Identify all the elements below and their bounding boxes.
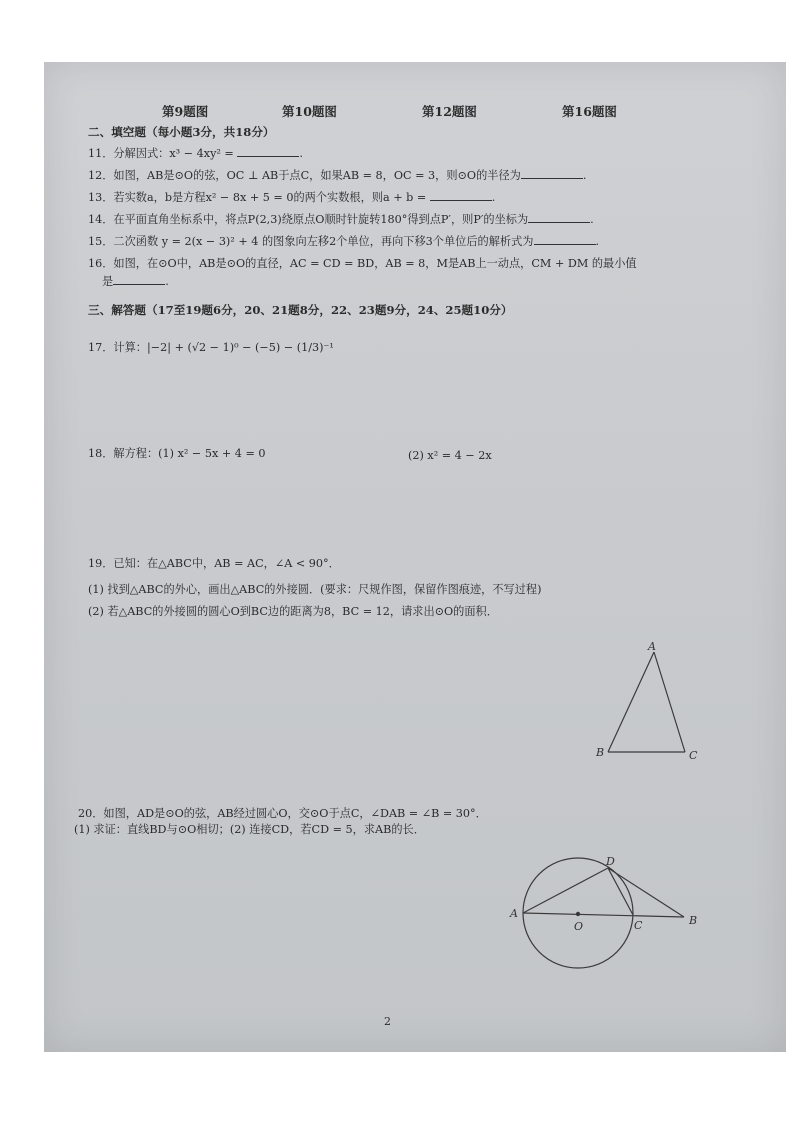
- answer-blank-15[interactable]: [534, 234, 596, 245]
- figure-label-row: [44, 102, 786, 122]
- point-label-o: O: [574, 920, 584, 933]
- point-label-c: C: [634, 919, 643, 932]
- answer-blank-14[interactable]: [528, 212, 590, 223]
- question-14-end: .: [590, 213, 594, 226]
- question-16-continued: [102, 274, 169, 290]
- point-label-d: D: [606, 855, 615, 868]
- question-19: 19．已知：在△ABC中，AB = AC，∠A < 90°．: [88, 557, 340, 570]
- circle-o-figure: [508, 848, 708, 978]
- question-12-text: 12．如图，AB是⊙O的弦，OC ⊥ AB于点C，如果AB = 8，OC = 3，则⊙O的半径为: [88, 169, 521, 182]
- answer-blank-16[interactable]: [113, 274, 165, 285]
- question-11-end: .: [299, 147, 303, 160]
- vertex-label-c: C: [689, 749, 698, 762]
- question-18-part1: 18．解方程：(1) x² − 5x + 4 = 0: [88, 447, 266, 460]
- section-solve-title: 三、解答题（17至19题6分，20、21题8分，22、23题9分，24、25题10分）: [88, 303, 513, 317]
- center-point-o: [576, 912, 579, 915]
- section-fill-in-title: 二、填空题（每小题3分，共18分）: [88, 125, 275, 139]
- answer-blank-13[interactable]: [430, 190, 492, 201]
- question-17: 17．计算：|−2| + (√2 − 1)⁰ − (−5) − (1/3)⁻¹: [88, 341, 334, 354]
- figure-label-10: 第10题图: [282, 104, 337, 119]
- question-16-end: .: [165, 275, 169, 288]
- figure-label-9: 第9题图: [162, 104, 209, 119]
- point-label-b: B: [689, 914, 698, 927]
- vertex-label-b: B: [596, 746, 605, 759]
- question-13: [88, 190, 495, 206]
- triangle-side-ac: [654, 652, 685, 752]
- question-11: [88, 146, 303, 162]
- figure-label-16: 第16题图: [562, 104, 617, 119]
- question-16-lead: 是: [102, 275, 114, 288]
- question-19-part2: (2) 若△ABC的外接圆的圆心O到BC边的距离为8，BC = 12，请求出⊙O的面积．: [88, 605, 498, 618]
- question-13-end: .: [491, 191, 496, 204]
- exam-page-photo: [44, 62, 786, 1052]
- question-15: [88, 234, 599, 250]
- segment-ab: [523, 913, 684, 917]
- question-11-text: 11．分解因式：x³ − 4xy² =: [88, 147, 238, 160]
- question-16: 16．如图，在⊙O中，AB是⊙O的直径，AC = CD = BD，AB = 8，M是AB上一动点，CM + DM 的最小值: [88, 257, 637, 270]
- question-19-part1: (1) 找到△ABC的外心，画出△ABC的外接圆．(要求：尺规作图，保留作图痕迹，不写过程): [88, 583, 542, 596]
- line-bd: [608, 868, 684, 917]
- page-number: 2: [384, 1015, 391, 1028]
- point-label-a: A: [510, 907, 518, 920]
- question-13-text: 13．若实数a，b是方程x² − 8x + 5 = 0的两个实数根，则a + b =: [88, 191, 430, 204]
- triangle-abc-figure: [592, 642, 712, 762]
- question-12: [88, 168, 586, 184]
- answer-blank-12[interactable]: [521, 168, 583, 179]
- question-20-parts: (1) 求证：直线BD与⊙O相切；(2) 连接CD，若CD = 5，求AB的长．: [74, 823, 425, 836]
- triangle-side-ab: [608, 652, 654, 752]
- vertex-label-a: A: [648, 640, 656, 653]
- question-12-end: .: [582, 169, 587, 182]
- question-20: 20．如图，AD是⊙O的弦，AB经过圆心O，交⊙O于点C，∠DAB = ∠B = 30°．: [78, 807, 487, 820]
- question-15-text: 15．二次函数 y = 2(x − 3)² + 4 的图象向左移2个单位，再向下移3个单位后的解析式为: [88, 235, 534, 248]
- figure-label-12: 第12题图: [422, 104, 477, 119]
- chord-ad: [523, 868, 608, 913]
- question-18-part2: (2) x² = 4 − 2x: [408, 449, 492, 462]
- answer-blank-11[interactable]: [237, 146, 299, 157]
- question-14-text: 14．在平面直角坐标系中，将点P(2,3)绕原点O顺时针旋转180°得到点P′，则P′的坐标为: [88, 213, 529, 226]
- question-15-end: .: [595, 235, 600, 248]
- question-14: [88, 212, 594, 228]
